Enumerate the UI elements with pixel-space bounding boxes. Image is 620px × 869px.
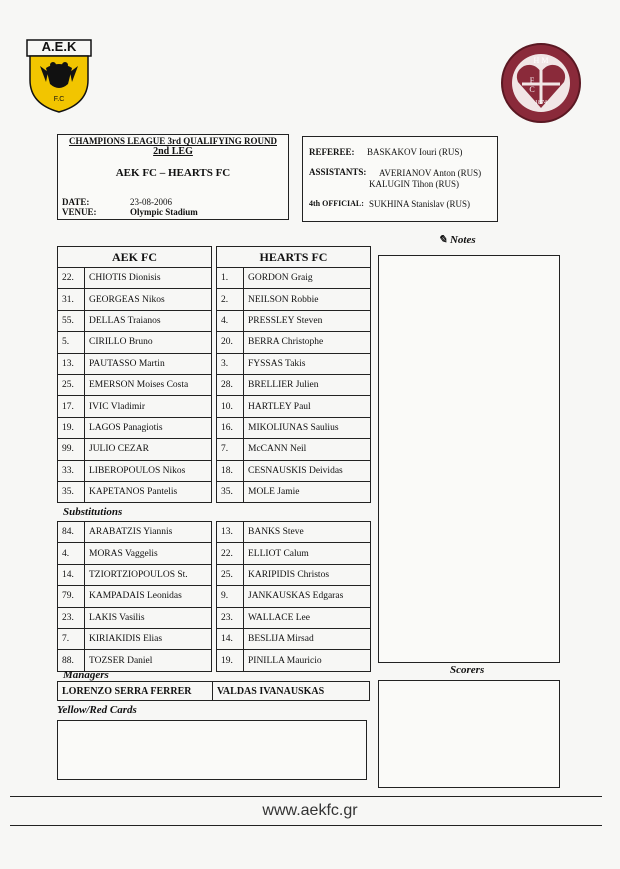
home-player-name: LAKIS Vasilis (85, 607, 212, 628)
away-player-name: NEILSON Robbie (244, 289, 371, 310)
footer-website[interactable]: www.aekfc.gr (262, 802, 358, 819)
home-shirt-number: 7. (58, 628, 85, 649)
starters-row (58, 417, 371, 438)
home-shirt-number: 5. (58, 332, 85, 353)
away-shirt-number: 4. (217, 310, 244, 331)
away-shirt-number: 13. (217, 522, 244, 543)
starters-row (58, 460, 371, 481)
pencil-icon: ✎ (438, 234, 450, 246)
starting-lineup-table (57, 246, 371, 503)
fourth-official-name: SUKHINA Stanislav (RUS) (369, 199, 471, 209)
subs-row (58, 543, 371, 564)
home-player-name: PAUTASSO Martin (85, 353, 212, 374)
away-shirt-number: 7. (217, 439, 244, 460)
referee-label: REFEREE: (309, 147, 355, 157)
home-shirt-number: 14. (58, 564, 85, 585)
home-player-name: KAMPADAIS Leonidas (85, 586, 212, 607)
away-shirt-number: 16. (217, 417, 244, 438)
starters-row (58, 374, 371, 395)
home-player-name: IVIC Vladimir (85, 396, 212, 417)
home-shirt-number: 79. (58, 586, 85, 607)
home-player-name: KIRIAKIDIS Elias (85, 628, 212, 649)
home-player-name: TOZSER Daniel (85, 650, 212, 671)
substitutions-label: Substitutions (63, 506, 123, 518)
aek-logo-text: Α.Ε.Κ (41, 39, 77, 54)
away-player-name: JANKAUSKAS Edgaras (244, 586, 371, 607)
home-player-name: CHIOTIS Dionisis (85, 268, 212, 289)
home-team-header: AEK FC (58, 247, 212, 268)
subs-row (58, 586, 371, 607)
subs-row (58, 607, 371, 628)
away-manager: VALDAS IVANAUSKAS (213, 682, 370, 701)
away-player-name: BANKS Steve (244, 522, 371, 543)
home-player-name: MORAS Vaggelis (85, 543, 212, 564)
away-shirt-number: 28. (217, 374, 244, 395)
starters-row (58, 396, 371, 417)
away-player-name: KARIPIDIS Christos (244, 564, 371, 585)
away-player-name: MOLE Jamie (244, 481, 371, 502)
home-shirt-number: 23. (58, 607, 85, 628)
away-shirt-number: 1. (217, 268, 244, 289)
notes-label: ✎ Notes (438, 234, 476, 246)
fourth-official-label: 4th OFFICIAL: (309, 199, 364, 208)
starters-row (58, 332, 371, 353)
officials-box (302, 136, 498, 222)
match-title: AEK FC – HEARTS FC (115, 167, 231, 179)
home-shirt-number: 33. (58, 460, 85, 481)
venue-label: VENUE: (62, 207, 97, 217)
away-player-name: PRESSLEY Steven (244, 310, 371, 331)
away-team-header: HEARTS FC (217, 247, 371, 268)
hearts-logo-year: 1874 (535, 100, 547, 106)
date-value: 23-08-2006 (130, 197, 172, 207)
home-shirt-number: 22. (58, 268, 85, 289)
home-shirt-number: 99. (58, 439, 85, 460)
footer-divider-bottom (10, 825, 602, 826)
starters-row (58, 310, 371, 331)
away-player-name: FYSSAS Takis (244, 353, 371, 374)
home-shirt-number: 35. (58, 481, 85, 502)
hearts-logo-text: H M (533, 56, 549, 65)
competition-title: CHAMPIONS LEAGUE 3rd QUALIFYING ROUND (68, 136, 277, 146)
away-player-name: BESLIJA Mirsad (244, 628, 371, 649)
away-player-name: GORDON Graig (244, 268, 371, 289)
home-player-name: TZIORTZIOPOULOS St. (85, 564, 212, 585)
away-player-name: McCANN Neil (244, 439, 371, 460)
away-player-name: HARTLEY Paul (244, 396, 371, 417)
away-player-name: ELLIOT Calum (244, 543, 371, 564)
subs-row (58, 628, 371, 649)
home-shirt-number: 31. (58, 289, 85, 310)
home-shirt-number: 25. (58, 374, 85, 395)
away-shirt-number: 18. (217, 460, 244, 481)
assistant-2: KALUGIN Tihon (RUS) (369, 179, 460, 189)
away-player-name: PINILLA Mauricio (244, 650, 371, 671)
home-shirt-number: 55. (58, 310, 85, 331)
away-shirt-number: 20. (217, 332, 244, 353)
away-shirt-number: 14. (217, 628, 244, 649)
scorers-box[interactable] (378, 680, 560, 788)
home-player-name: CIRILLO Bruno (85, 332, 212, 353)
subs-row (58, 522, 371, 543)
away-player-name: MIKOLIUNAS Saulius (244, 417, 371, 438)
home-player-name: LAGOS Panagiotis (85, 417, 212, 438)
away-player-name: BERRA Christophe (244, 332, 371, 353)
away-shirt-number: 25. (217, 564, 244, 585)
home-manager: LORENZO SERRA FERRER (58, 682, 213, 701)
away-player-name: WALLACE Lee (244, 607, 371, 628)
home-shirt-number: 4. (58, 543, 85, 564)
substitutions-table (57, 521, 371, 672)
referee-name: BASKAKOV Iouri (RUS) (367, 147, 463, 157)
home-player-name: EMERSON Moises Costa (85, 374, 212, 395)
date-label: DATE: (62, 197, 90, 207)
home-shirt-number: 13. (58, 353, 85, 374)
away-player-name: CESNAUSKIS Deividas (244, 460, 371, 481)
home-shirt-number: 17. (58, 396, 85, 417)
venue-value: Olympic Stadium (130, 207, 198, 217)
away-shirt-number: 9. (217, 586, 244, 607)
scorers-label: Scorers (450, 664, 485, 676)
away-shirt-number: 19. (217, 650, 244, 671)
competition-leg: 2nd LEG (153, 146, 193, 157)
home-player-name: ARABATZIS Yiannis (85, 522, 212, 543)
away-shirt-number: 2. (217, 289, 244, 310)
home-shirt-number: 88. (58, 650, 85, 671)
away-shirt-number: 22. (217, 543, 244, 564)
hearts-logo-fc: F C (529, 76, 553, 94)
away-shirt-number: 35. (217, 481, 244, 502)
home-player-name: GEORGEAS Nikos (85, 289, 212, 310)
starters-row (58, 439, 371, 460)
managers-label: Managers (63, 669, 109, 681)
starters-row (58, 289, 371, 310)
away-player-name: BRELLIER Julien (244, 374, 371, 395)
subs-row (58, 564, 371, 585)
home-player-name: KAPETANOS Pantelis (85, 481, 212, 502)
cards-label: Yellow/Red Cards (57, 704, 137, 716)
cards-box[interactable] (57, 720, 367, 780)
away-shirt-number: 3. (217, 353, 244, 374)
home-shirt-number: 19. (58, 417, 85, 438)
starters-row (58, 481, 371, 502)
home-shirt-number: 84. (58, 522, 85, 543)
footer-divider-top (10, 796, 602, 797)
away-shirt-number: 10. (217, 396, 244, 417)
notes-box[interactable] (378, 255, 560, 663)
away-shirt-number: 23. (217, 607, 244, 628)
home-player-name: JULIO CEZAR (85, 439, 212, 460)
aek-logo-sub: F.C (53, 96, 65, 103)
assistants-label: ASSISTANTS: (309, 167, 367, 177)
assistant-1: AVERIANOV Anton (RUS) (379, 168, 482, 178)
starters-row (58, 353, 371, 374)
competition-box (57, 134, 289, 220)
home-player-name: DELLAS Traianos (85, 310, 212, 331)
home-player-name: LIBEROPOULOS Nikos (85, 460, 212, 481)
starters-row (58, 268, 371, 289)
managers-table (57, 681, 370, 701)
